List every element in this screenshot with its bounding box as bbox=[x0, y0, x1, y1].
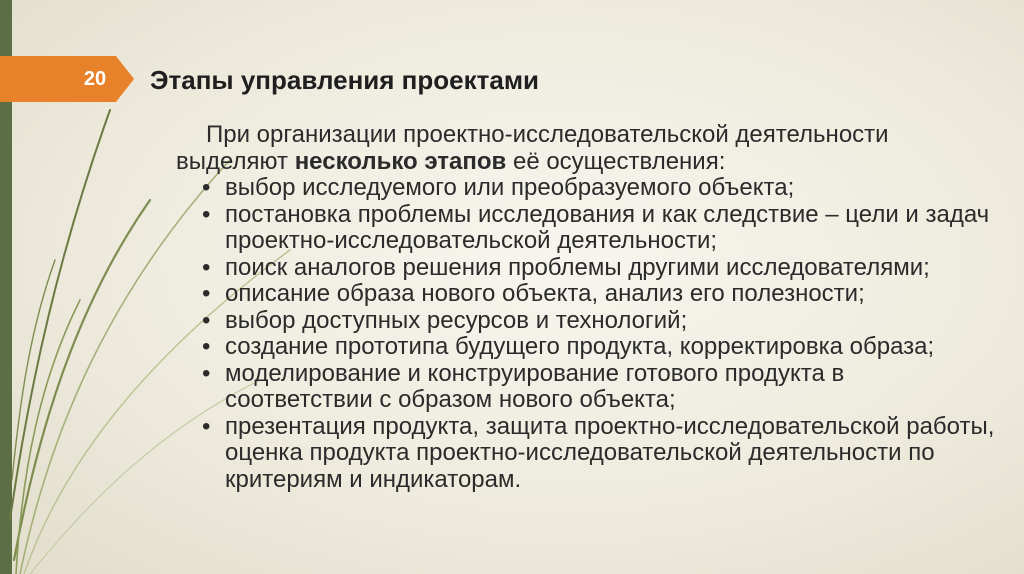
intro-text: При организации проектно-исследовательской деятельности выделяют bbox=[176, 121, 889, 175]
bullet-icon: • bbox=[202, 253, 211, 281]
bullet-icon: • bbox=[202, 359, 211, 387]
intro-bold-text: несколько этапов bbox=[294, 147, 507, 175]
bullet-icon: • bbox=[202, 333, 211, 360]
list-item: • моделирование и конструирование готового продукта в соответствии с образом нового объекта; bbox=[202, 359, 845, 413]
list-item: • постановка проблемы исследования и как следствие – цели и задач проектно-исследовательской деятельности; bbox=[202, 200, 990, 254]
intro-text-end: её осуществления: bbox=[506, 147, 726, 175]
bullet-icon: • bbox=[202, 412, 211, 440]
list-item: • описание образа нового объекта, анализ его полезности; bbox=[202, 280, 865, 307]
list-item: • выбор исследуемого или преобразуемого объекта; bbox=[202, 174, 795, 201]
slide-title: Этапы управления проектами bbox=[150, 65, 540, 95]
list-item: • презентация продукта, защита проектно-исследовательской работы, оценка продукта проектно-исследовательской деятельности по критериям и индикаторам. bbox=[202, 412, 995, 493]
list-item: • выбор доступных ресурсов и технологий; bbox=[202, 306, 688, 334]
intro-paragraph bbox=[176, 122, 996, 175]
list-item: • поиск аналогов решения проблемы другими исследователями; bbox=[202, 253, 930, 281]
slide-number: 20 bbox=[83, 68, 107, 90]
bullet-icon: • bbox=[202, 174, 211, 201]
bullet-icon: • bbox=[202, 306, 211, 334]
stages-list bbox=[176, 175, 996, 493]
list-item: • создание прототипа будущего продукта, корректировка образа; bbox=[202, 333, 935, 360]
bullet-icon: • bbox=[202, 280, 211, 307]
slide-content bbox=[176, 122, 996, 493]
bullet-icon: • bbox=[202, 200, 211, 228]
